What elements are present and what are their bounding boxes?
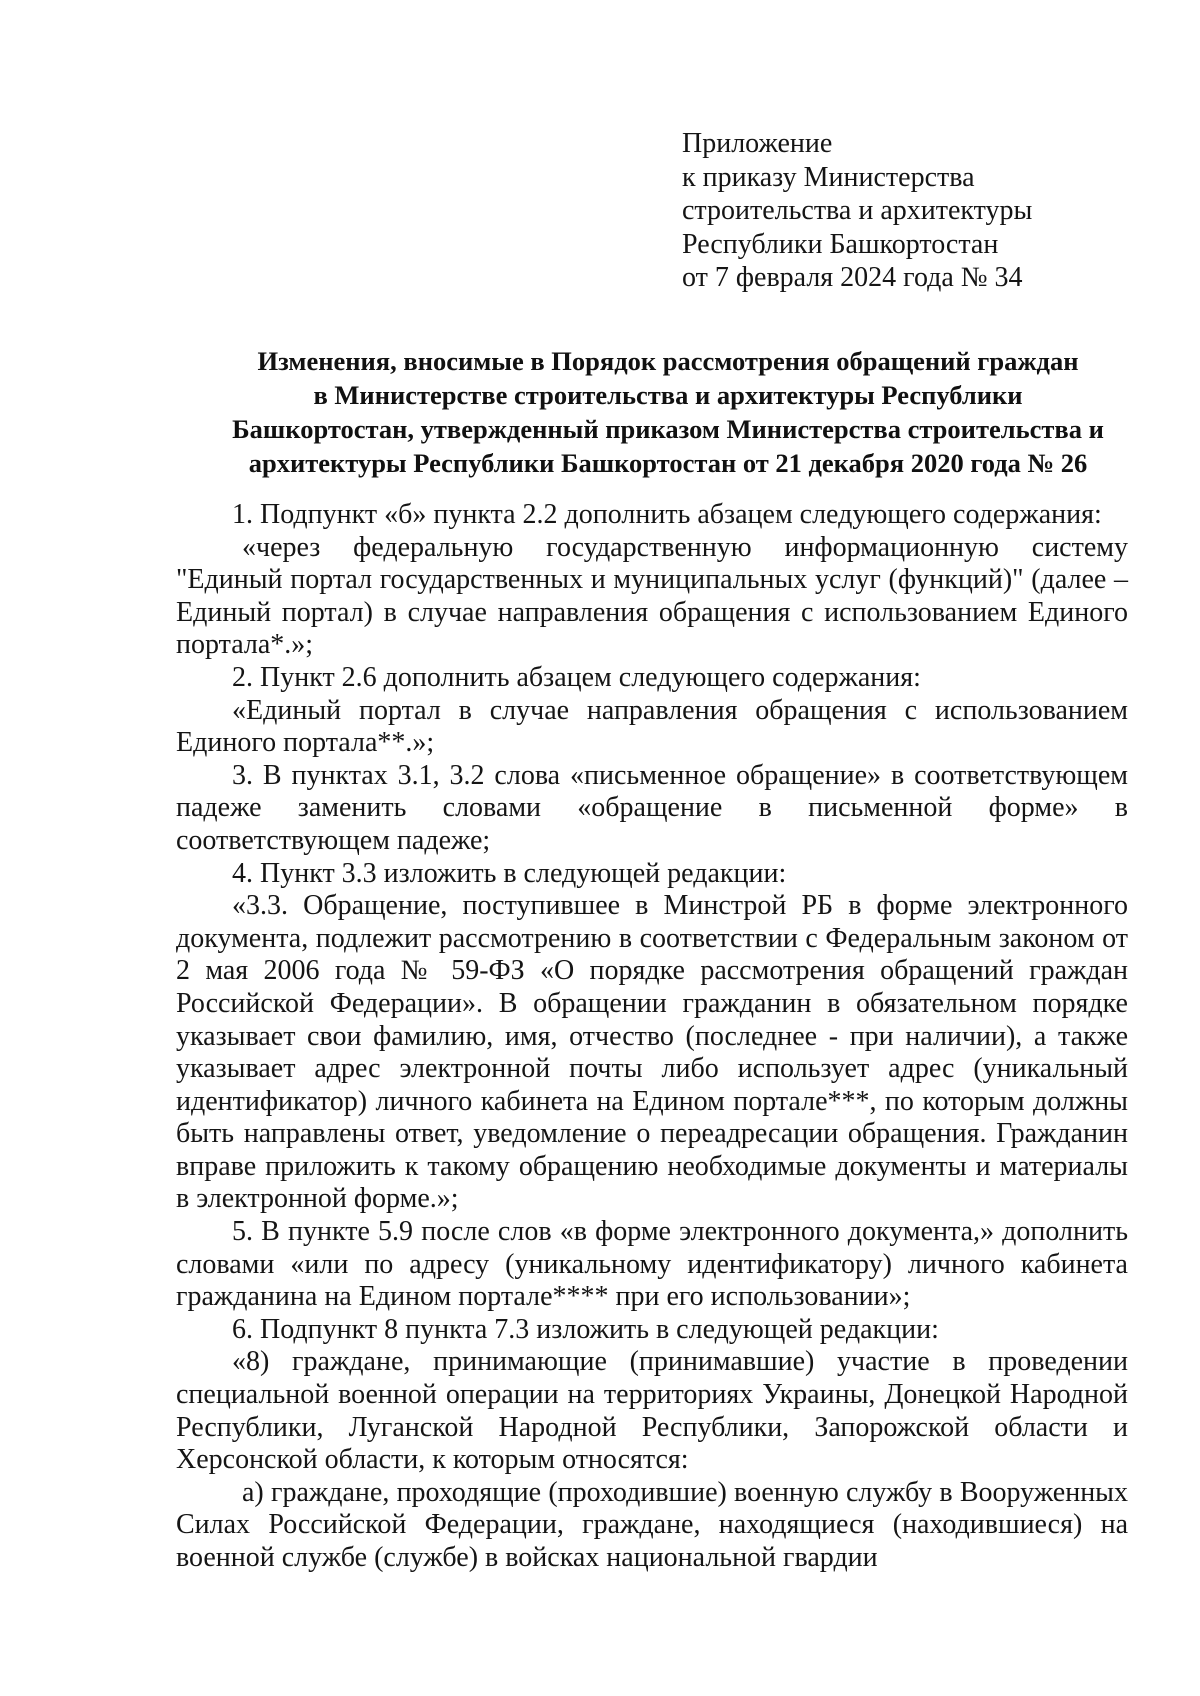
title-line: в Министерстве строительства и архитектуры Республики bbox=[313, 380, 1023, 410]
document-title bbox=[168, 344, 1168, 480]
annex-line: строительства и архитектуры bbox=[682, 195, 1033, 226]
title-line: Изменения, вносимые в Порядок рассмотрения обращений граждан bbox=[257, 346, 1079, 376]
document-body bbox=[176, 499, 1128, 1575]
paragraph-subitem-a: а) граждане, проходящие (проходившие) военную службу в Вооруженных Силах Российской Федерации, граждане, находящиеся (находившиеся) на военной службе (службе) в войсках национальной гвардии bbox=[176, 1476, 1128, 1573]
annex-line: от 7 февраля 2024 года № 34 bbox=[682, 262, 1023, 293]
paragraph-item-1: 1. Подпункт «б» пункта 2.2 дополнить абзацем следующего содержания: bbox=[232, 499, 1102, 530]
paragraph-quote-4: «3.3. Обращение, поступившее в Минстрой РБ в форме электронного документа, подлежит рассмотрению в соответствии с Федеральным законом от 2 мая 2006 года № 59-ФЗ «О порядке рассмотрения обращений граждан Российской Федерации». В обращении гражданин в обязательном порядке указывает свои фамилию, имя, отчество (последнее - при наличии), а также указывает адрес электронной почты либо использует адрес (уникальный идентификатор) личного кабинета на Едином портале***, по которым должны быть направлены ответ, уведомление о переадресации обращения. Гражданин вправе приложить к такому обращению необходимые документы и материалы в электронной форме.»; bbox=[176, 890, 1128, 1215]
title-line: Башкортостан, утвержденный приказом Министерства строительства и bbox=[232, 414, 1104, 444]
annex-line: к приказу Министерства bbox=[682, 161, 975, 193]
paragraph-quote-1: «через федеральную государственную информационную систему "Единый портал государственных и муниципальных услуг (функций)" (далее – Единый портал) в случае направления обращения с использованием Единого портала*.»; bbox=[176, 531, 1128, 661]
annex-line: Республики Башкортостан bbox=[682, 228, 999, 260]
title-line: архитектуры Республики Башкортостан от 21 декабря 2020 года № 26 bbox=[248, 448, 1088, 478]
paragraph-item-3: 3. В пунктах 3.1, 3.2 слова «письменное обращение» в соответствующем падеже заменить словами «обращение в письменной форме» в соответствующем падеже; bbox=[176, 759, 1128, 856]
annex-header bbox=[682, 127, 1142, 295]
annex-line: Приложение bbox=[682, 128, 833, 159]
paragraph-item-6: 6. Подпункт 8 пункта 7.3 изложить в следующей редакции: bbox=[232, 1313, 939, 1345]
paragraph-quote-6: «8) граждане, принимающие (принимавшие) участие в проведении специальной военной операции на территориях Украины, Донецкой Народной Республики, Луганской Народной Республики, Запорожской области и Херсонской области, к которым относятся: bbox=[176, 1346, 1128, 1476]
paragraph-quote-2: «Единый портал в случае направления обращения с использованием Единого портала**.»; bbox=[176, 694, 1128, 759]
paragraph-item-2: 2. Пункт 2.6 дополнить абзацем следующего содержания: bbox=[232, 661, 921, 693]
paragraph-item-4: 4. Пункт 3.3 изложить в следующей редакции: bbox=[232, 857, 787, 889]
paragraph-item-5: 5. В пункте 5.9 после слов «в форме электронного документа,» дополнить словами «или по адресу (уникальному идентификатору) личного кабинета гражданина на Едином портале**** при его использовании»; bbox=[176, 1216, 1128, 1313]
